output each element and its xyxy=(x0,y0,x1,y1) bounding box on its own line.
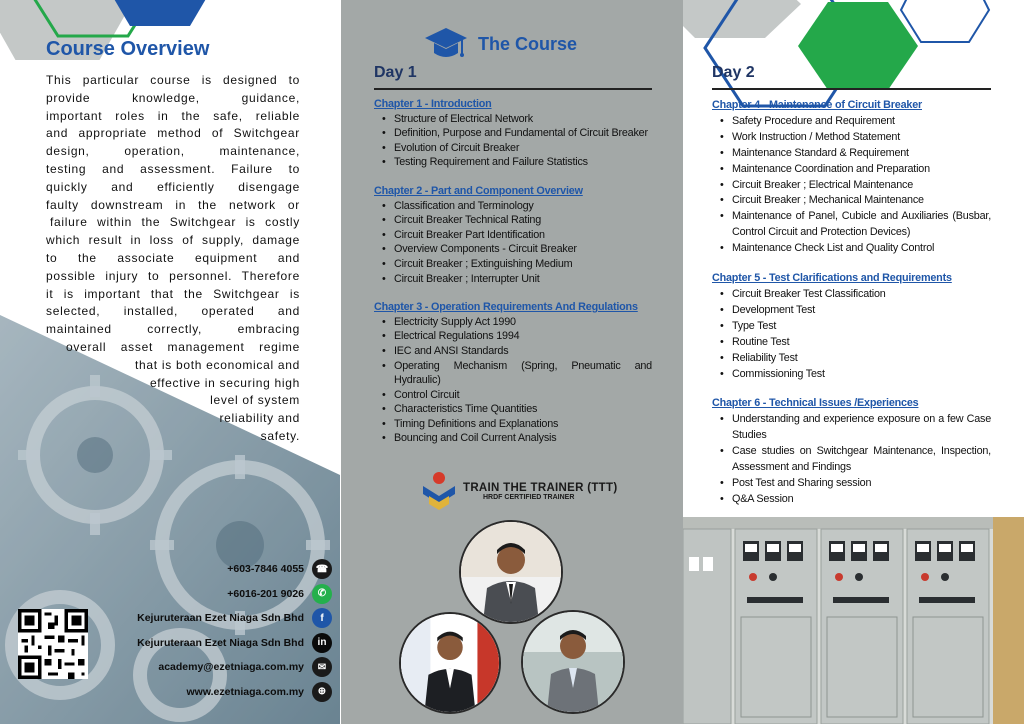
contact-whatsapp[interactable]: +6016-201 9026 ✆ xyxy=(32,582,332,607)
chapter-topic: • Maintenance Check List and Quality Control xyxy=(732,241,991,257)
chapter-topic: • Type Test xyxy=(732,319,991,335)
overview-line: design, operation, maintenance, xyxy=(46,144,300,159)
overview-line: reliability and xyxy=(219,411,300,426)
overview-line: provide knowledge, guidance, xyxy=(46,90,300,105)
overview-line: failure within the Switchgear is costly xyxy=(50,215,300,230)
overview-line: testing and assessment. Failure to xyxy=(46,161,300,176)
chapter-topic-list xyxy=(712,114,991,257)
chapter-topic: • Q&A Session xyxy=(732,492,991,508)
chapter-title: Chapter 4 - Maintenance of Circuit Breaker xyxy=(712,99,922,111)
overview-line: This particular course is designed to xyxy=(46,73,300,87)
overview-line: overall asset management regime xyxy=(66,339,300,354)
day2-header: Day 2 xyxy=(712,64,755,81)
trainer-photo-1 xyxy=(459,520,563,624)
chapter-topic: • Circuit Breaker ; Extinguishing Medium xyxy=(394,257,652,272)
facebook-icon: f xyxy=(312,608,332,628)
globe-icon: ⊕ xyxy=(312,682,332,702)
chapter-topic-list xyxy=(374,112,652,170)
course-overview-title: Course Overview xyxy=(46,38,210,60)
trainer-photo-3 xyxy=(521,610,625,714)
phone-icon: ☎ xyxy=(312,559,332,579)
contact-facebook[interactable]: Kejuruteraan Ezet Niaga Sdn Bhd f xyxy=(32,606,332,631)
day2-panel xyxy=(683,0,1024,724)
chapter-topic: • Maintenance Coordination and Preparation xyxy=(732,162,991,178)
chapter-topic: • Circuit Breaker ; Electrical Maintenance xyxy=(732,178,991,194)
day1-chapters xyxy=(374,97,652,446)
ttt-subtitle: HRDF CERTIFIED TRAINER xyxy=(483,493,575,501)
day1-divider xyxy=(374,88,652,90)
day1-header: Day 1 xyxy=(374,64,417,81)
chapter-topic: • Understanding and experience exposure on a few Case Studies xyxy=(732,412,991,444)
chapter-topic: • Work Instruction / Method Statement xyxy=(732,130,991,146)
overview-line: important roles in the safe, reliable xyxy=(46,108,300,123)
email-icon: ✉ xyxy=(312,657,332,677)
overview-line: to the associate equipment and xyxy=(46,250,300,265)
overview-line: safety. xyxy=(260,428,300,443)
chapter-topic: • Reliability Test xyxy=(732,351,991,367)
overview-line: that is both economical and xyxy=(135,357,300,372)
chapter-topic: • Maintenance Standard & Requirement xyxy=(732,146,991,162)
chapter-topic: • Bouncing and Coil Current Analysis xyxy=(394,431,652,446)
overview-line: selected, installed, operated and xyxy=(46,304,300,319)
chapter-topic: • Circuit Breaker Part Identification xyxy=(394,228,652,243)
chapter-topic: • Definition, Purpose and Fundamental of Circuit Breaker xyxy=(394,126,652,141)
chapter-topic: • Circuit Breaker Test Classification xyxy=(732,287,991,303)
course-panel xyxy=(341,0,683,724)
overview-line: level of system xyxy=(210,393,300,408)
chapter-topic: • Timing Definitions and Explanations xyxy=(394,417,652,432)
chapter-title: Chapter 3 - Operation Requirements And Regulations xyxy=(374,301,638,314)
ttt-logo xyxy=(421,470,617,512)
whatsapp-icon: ✆ xyxy=(312,584,332,604)
chapter-topic-list xyxy=(712,412,991,507)
chapter-topic: • Electricity Supply Act 1990 xyxy=(394,315,652,330)
chapter-topic: • Circuit Breaker ; Interrupter Unit xyxy=(394,272,652,287)
chapter-topic: • Testing Requirement and Failure Statistics xyxy=(394,155,652,170)
overview-text xyxy=(46,72,300,446)
chapter-topic: • Circuit Breaker ; Mechanical Maintenance xyxy=(732,193,991,209)
chapter-topic: • Circuit Breaker Technical Rating xyxy=(394,213,652,228)
overview-line: it is important that the Switchgear is xyxy=(46,286,300,301)
hexagon-decoration xyxy=(683,0,1024,110)
overview-line: effective in securing high xyxy=(149,375,300,390)
chapter-topic: • Electrical Regulations 1994 xyxy=(394,329,652,344)
contact-linkedin[interactable]: Kejuruteraan Ezet Niaga Sdn Bhd in xyxy=(32,631,332,656)
course-header xyxy=(424,24,577,64)
day2-divider xyxy=(712,88,991,90)
ttt-title: TRAIN THE TRAINER (TTT) xyxy=(463,481,618,494)
chapter-topic: • Post Test and Sharing session xyxy=(732,476,991,492)
chapter-title: Chapter 6 - Technical Issues /Experiences xyxy=(712,397,919,410)
chapter-topic-list xyxy=(374,199,652,287)
contact-email[interactable]: academy@ezetniaga.com.my ✉ xyxy=(32,655,332,680)
chapter-topic: • Development Test xyxy=(732,303,991,319)
overview-line: and appropriate method of Switchgear xyxy=(46,126,300,141)
course-title: The Course xyxy=(478,33,578,54)
day2-chapters xyxy=(712,98,991,508)
chapter-topic-list xyxy=(712,287,991,382)
linkedin-icon: in xyxy=(312,633,332,653)
contact-list xyxy=(32,557,332,704)
chapter-topic: • Overview Components - Circuit Breaker xyxy=(394,242,652,257)
chapter-topic-list xyxy=(374,315,652,446)
overview-line: quickly and efficiently disengage xyxy=(46,179,300,194)
chapter-topic: • Routine Test xyxy=(732,335,991,351)
chapter-topic: • Operating Mechanism (Spring, Pneumatic and Hydraulic) xyxy=(394,359,652,388)
overview-line: maintained correctly, embracing xyxy=(46,322,300,337)
graduation-cap-icon xyxy=(424,24,468,64)
contact-website[interactable]: www.ezetniaga.com.my ⊕ xyxy=(32,680,332,705)
trainer-photo-2 xyxy=(399,612,501,714)
hrdf-logo-icon xyxy=(421,470,457,512)
overview-line: possible injury to personnel. Therefore xyxy=(46,268,300,283)
overview-line: faulty downstream in the network or xyxy=(46,197,300,212)
chapter-topic: • Case studies on Switchgear Maintenance, Inspection, Assessment and Findings xyxy=(732,444,991,476)
switchgear-photo xyxy=(683,517,1024,724)
chapter-topic: • Commissioning Test xyxy=(732,367,991,383)
chapter-topic: • Characteristics Time Quantities xyxy=(394,402,652,417)
chapter-topic: • Classification and Terminology xyxy=(394,199,652,214)
overview-line: which result in loss of supply, damage xyxy=(46,233,300,248)
chapter-topic: • Control Circuit xyxy=(394,388,652,403)
chapter-topic: • Maintenance of Panel, Cubicle and Auxiliaries (Busbar, Control Circuit and Protection Devices) xyxy=(732,209,991,241)
chapter-topic: • IEC and ANSI Standards xyxy=(394,344,652,359)
chapter-title: Chapter 5 - Test Clarifications and Requirements xyxy=(712,272,952,285)
chapter-topic: • Evolution of Circuit Breaker xyxy=(394,141,652,156)
overview-panel xyxy=(0,0,340,724)
chapter-title: Chapter 1 - Introduction xyxy=(374,98,492,110)
chapter-title: Chapter 2 - Part and Component Overview xyxy=(374,184,583,197)
chapter-topic: • Structure of Electrical Network xyxy=(394,112,652,127)
contact-phone[interactable]: +603-7846 4055 ☎ xyxy=(32,557,332,582)
chapter-topic: • Safety Procedure and Requirement xyxy=(732,114,991,130)
